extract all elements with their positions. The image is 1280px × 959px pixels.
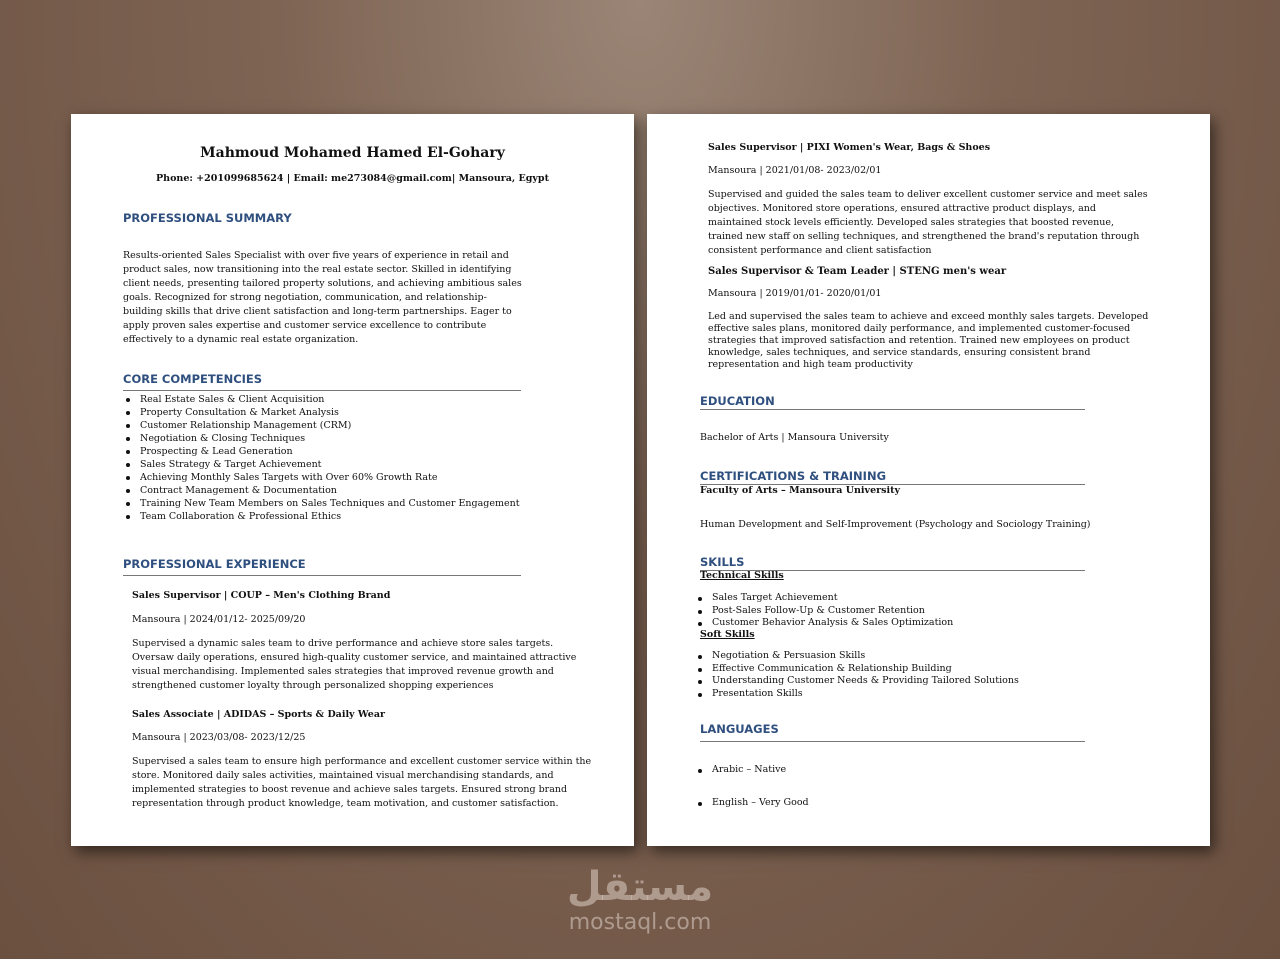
languages-heading: LANGUAGES (700, 722, 779, 736)
skills-heading: SKILLS (700, 555, 745, 569)
certification-text: Human Development and Self-Improvement (Psychology and Sociology Training) (700, 519, 1091, 530)
competencies-list (123, 393, 520, 523)
competency-item: Prospecting & Lead Generation (123, 445, 520, 458)
skill-item: Negotiation & Persuasion Skills (695, 650, 1019, 663)
competency-item: Real Estate Sales & Client Acquisition (123, 393, 520, 406)
job-meta: Mansoura | 2021/01/08- 2023/02/01 (708, 165, 882, 176)
summary-heading: PROFESSIONAL SUMMARY (123, 211, 292, 225)
languages-list (695, 764, 809, 808)
skill-item: Customer Behavior Analysis & Sales Optimization (695, 617, 953, 630)
job-title: Sales Associate | ADIDAS – Sports & Daily Wear (132, 709, 385, 720)
technical-skills-list (695, 592, 953, 630)
mostaql-logo (520, 864, 760, 936)
skill-item: Effective Communication & Relationship Building (695, 663, 1019, 676)
job-meta: Mansoura | 2024/01/12- 2025/09/20 (132, 614, 306, 625)
job-description: Supervised a sales team to ensure high performance and excellent customer service within the store. Monitored daily sales activities, maintained visual merchandising standards, and implemented strategies to boost revenue and achieve sales targets. Ensured strong brand representation through product knowledge, team motivation, and customer satisfaction. (132, 756, 592, 809)
skill-item: Sales Target Achievement (695, 592, 953, 605)
job-meta: Mansoura | 2019/01/01- 2020/01/01 (708, 288, 882, 299)
languages-rule (700, 741, 1085, 742)
job-meta: Mansoura | 2023/03/08- 2023/12/25 (132, 732, 306, 743)
competency-item: Property Consultation & Market Analysis (123, 406, 520, 419)
competency-item: Customer Relationship Management (CRM) (123, 419, 520, 432)
contact-line: Phone: +201099685624 | Email: me273084@gmail.com| Mansoura, Egypt (156, 173, 549, 184)
skill-item: Understanding Customer Needs & Providing Tailored Solutions (695, 675, 1019, 688)
competency-item: Team Collaboration & Professional Ethics (123, 510, 520, 523)
competency-item: Sales Strategy & Target Achievement (123, 458, 520, 471)
mostaql-logo-arabic: مستقل (566, 864, 714, 910)
experience-rule (123, 575, 521, 576)
skill-item: Post-Sales Follow-Up & Customer Retention (695, 605, 953, 618)
education-text: Bachelor of Arts | Mansoura University (700, 432, 889, 443)
soft-skills-list (695, 650, 1019, 700)
experience-heading: PROFESSIONAL EXPERIENCE (123, 557, 306, 571)
job-description: Supervised and guided the sales team to deliver excellent customer service and meet sales objectives. Monitored store operations, ensured attractive product displays, and maintained stock levels efficiently. Developed sales strategies that boosted revenue, trained new staff on selling techniques, and strengthened the brand's reputation through consistent performance and client satisfaction (708, 189, 1148, 256)
resume-page-2 (647, 114, 1210, 846)
job-title: Sales Supervisor | COUP – Men's Clothing Brand (132, 590, 391, 601)
job-description: Supervised a dynamic sales team to drive performance and achieve store sales targets. Oversaw daily operations, ensured high-quality customer service, and maintained attractive visual merchandising. Implemented sales strategies that improved revenue growth and strengthened customer loyalty through personalized shopping experiences (132, 638, 577, 691)
certification-org: Faculty of Arts – Mansoura University (700, 485, 900, 496)
competencies-rule (123, 390, 521, 391)
competency-item: Negotiation & Closing Techniques (123, 432, 520, 445)
competencies-heading: CORE COMPETENCIES (123, 372, 263, 386)
mostaql-logo-latin: mostaql.com (568, 910, 712, 935)
technical-skills-label: Technical Skills (700, 570, 784, 581)
competency-item: Achieving Monthly Sales Targets with Over 60% Growth Rate (123, 471, 520, 484)
education-rule (700, 409, 1085, 410)
summary-text: Results-oriented Sales Specialist with over five years of experience in retail and product sales, now transitioning into the real estate sector. Skilled in identifying client needs, presenting tailored property solutions, and achieving ambitious sales goals. Recognized for strong negotiation, communication, and relationship-building skills that drive client satisfaction and long-term partnerships. Eager to apply proven sales expertise and customer service excellence to contribute effectively to a dynamic real estate organization. (123, 250, 522, 345)
language-item: English – Very Good (695, 797, 809, 808)
resume-page-1 (71, 114, 634, 846)
competency-item: Contract Management & Documentation (123, 484, 520, 497)
job-title: Sales Supervisor & Team Leader | STENG men's wear (708, 266, 1007, 277)
job-description: Led and supervised the sales team to achieve and exceed monthly sales targets. Developed effective sales plans, monitored daily performance, and implemented customer-focused strategies that improved satisfaction and retention. Trained new employees on product knowledge, sales techniques, and service standards, ensuring consistent brand representation and high team productivity (708, 311, 1149, 370)
competency-item: Training New Team Members on Sales Techniques and Customer Engagement (123, 497, 520, 510)
skill-item: Presentation Skills (695, 688, 1019, 701)
soft-skills-label: Soft Skills (700, 629, 755, 640)
certifications-heading: CERTIFICATIONS & TRAINING (700, 469, 887, 483)
job-title: Sales Supervisor | PIXI Women's Wear, Bags & Shoes (708, 142, 991, 153)
language-item: Arabic – Native (695, 764, 809, 775)
education-heading: EDUCATION (700, 394, 775, 408)
candidate-name: Mahmoud Mohamed Hamed El-Gohary (200, 145, 505, 161)
